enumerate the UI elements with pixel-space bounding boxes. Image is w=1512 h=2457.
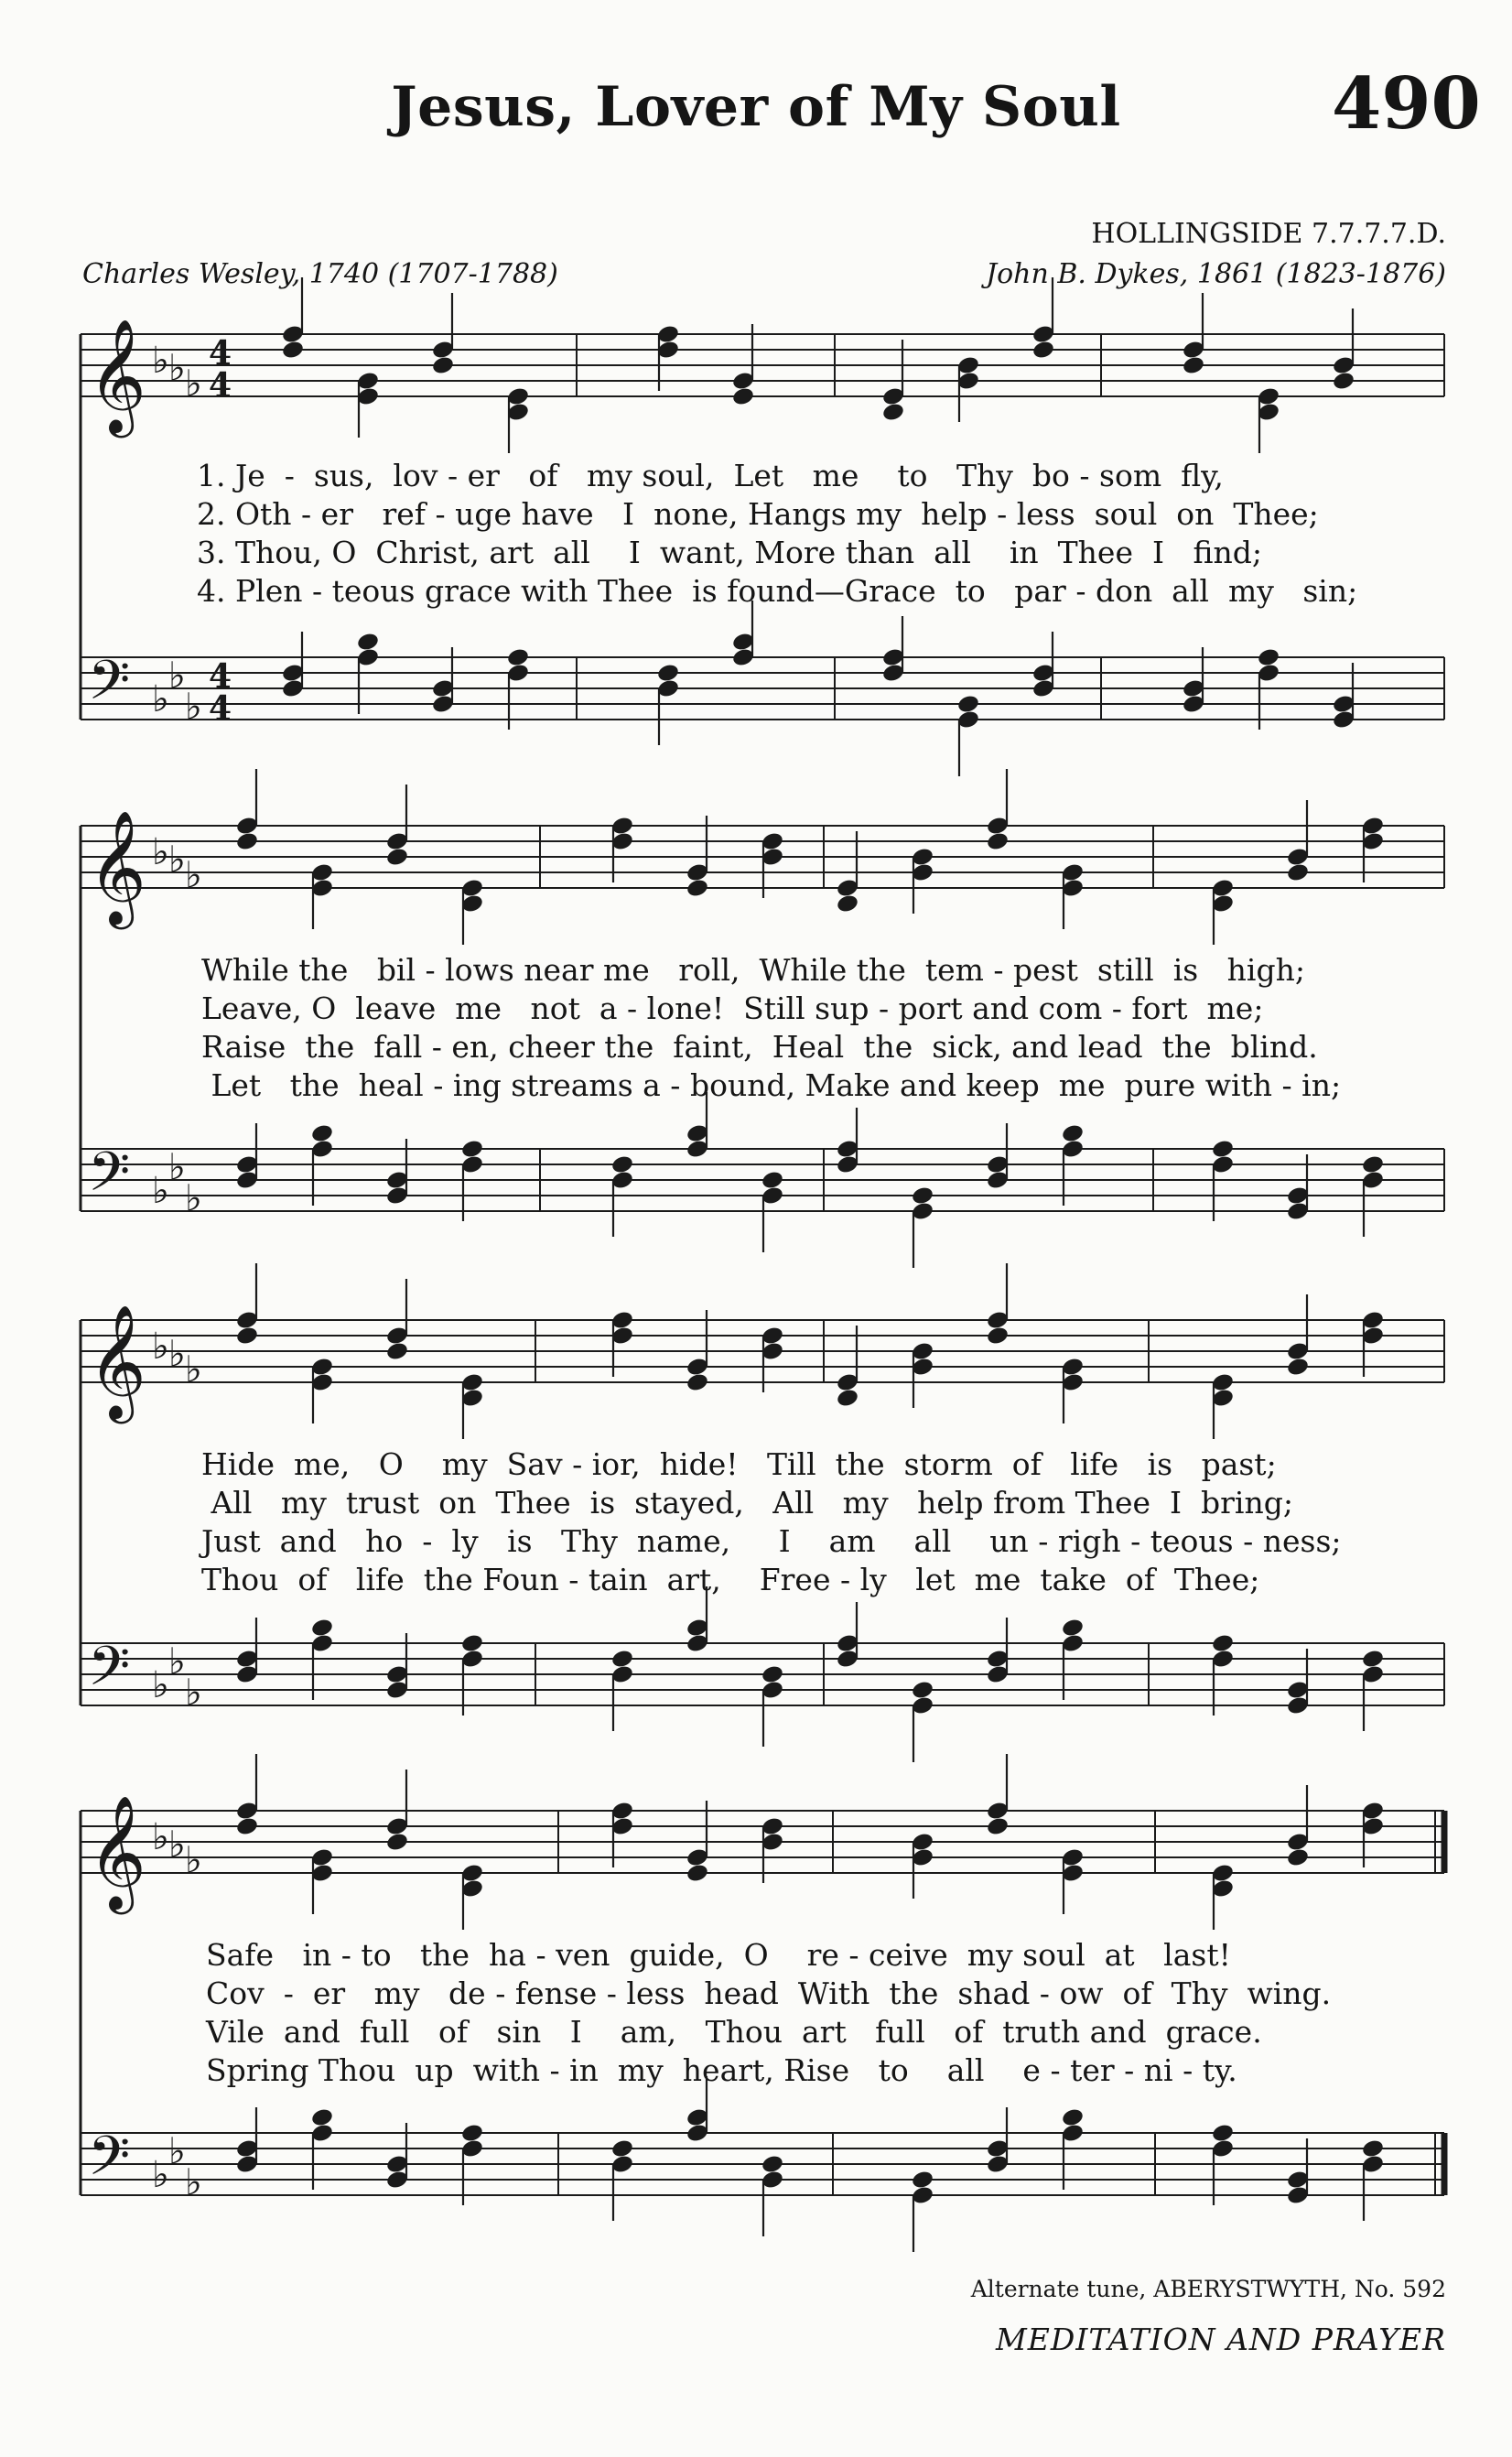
note-head <box>310 1618 334 1639</box>
lyric-line: Cov - er my de - fense - less head With the shad - ow of Thy wing. <box>206 1975 1332 2011</box>
note-head <box>385 847 409 868</box>
note-head <box>911 2170 934 2191</box>
bass-clef-icon: 𝄢 <box>88 1634 131 1711</box>
note-head <box>836 1388 859 1409</box>
note-head <box>235 1816 259 1837</box>
flat-icon: ♭ <box>168 1640 186 1683</box>
flat-icon: ♭ <box>185 2161 202 2204</box>
note-head <box>460 1633 484 1654</box>
flat-icon: ♭ <box>152 831 169 873</box>
author-credit: Charles Wesley, 1740 (1707-1788) <box>82 258 558 290</box>
lyric-line: Leave, O leave me not a - lone! Still sup - port and com - fort me; <box>201 990 1264 1026</box>
lyric-line: Raise the fall - en, cheer the faint, Heal the sick, and lead the blind. <box>201 1029 1318 1065</box>
hymn-number: 490 <box>1332 62 1481 146</box>
lyric-line: 2. Oth - er ref - uge have I none, Hangs my help - less soul on Thee; <box>197 496 1319 532</box>
tune-name: HOLLINGSIDE 7.7.7.7.D. <box>1091 218 1446 250</box>
note-head <box>986 1326 1010 1347</box>
note-head <box>610 2138 634 2159</box>
note-head <box>1211 1139 1235 1160</box>
lyric-line: Just and ho - ly is Thy name, I am all un - righ - teous - ness; <box>201 1523 1342 1559</box>
note-head <box>1286 1357 1310 1378</box>
note-head <box>1361 1649 1385 1670</box>
note-head <box>1286 862 1310 883</box>
flat-icon: ♭ <box>185 363 202 406</box>
flat-icon: ♭ <box>152 340 169 382</box>
note-head <box>356 632 380 653</box>
lyric-line: Vile and full of sin I am, Thou art full of truth and grace. <box>206 2014 1262 2050</box>
flat-icon: ♭ <box>168 1824 186 1867</box>
note-head <box>956 694 980 715</box>
lyric-line: 1. Je - sus, lov - er of my soul, Let me to Thy bo - som fly, <box>197 458 1224 493</box>
note-head <box>686 1372 709 1393</box>
note-head <box>1031 340 1055 361</box>
note-head <box>656 663 680 684</box>
note-head <box>610 1649 634 1670</box>
note-head <box>610 1154 634 1175</box>
note-head <box>235 831 259 852</box>
note-head <box>1332 371 1355 392</box>
note-head <box>235 1326 259 1347</box>
time-signature: 4 <box>209 657 232 696</box>
flat-icon: ♭ <box>168 347 186 390</box>
note-head <box>281 340 305 361</box>
note-head <box>761 1170 784 1191</box>
bass-clef-icon: 𝄢 <box>88 648 131 725</box>
note-head <box>686 1863 709 1884</box>
flat-icon: ♭ <box>152 1664 169 1706</box>
topic-heading: MEDITATION AND PRAYER <box>996 2322 1446 2357</box>
note-head <box>1361 2138 1385 2159</box>
treble-clef-icon: 𝄞 <box>88 1304 146 1419</box>
note-head <box>986 831 1010 852</box>
flat-icon: ♭ <box>185 1839 202 1882</box>
lyric-line: Thou of life the Foun - tain art, Free - ly let me take of Thee; <box>201 1562 1260 1597</box>
note-head <box>731 386 755 407</box>
bass-clef-icon: 𝄢 <box>88 2124 131 2201</box>
treble-clef-icon: 𝄞 <box>88 1795 146 1910</box>
note-head <box>911 1680 934 1701</box>
note-head <box>506 647 530 668</box>
note-head <box>1182 355 1205 376</box>
flat-icon: ♭ <box>185 1177 202 1220</box>
lyric-line: 4. Plen - teous grace with Thee is found—Grace to par - don all my sin; <box>197 573 1358 609</box>
treble-clef-icon: 𝄞 <box>88 319 146 433</box>
lyric-line: All my trust on Thee is stayed, All my help from Thee I bring; <box>201 1485 1293 1521</box>
time-signature: 4 <box>209 334 232 373</box>
flat-icon: ♭ <box>168 1146 186 1189</box>
note-head <box>1211 1633 1235 1654</box>
treble-clef-icon: 𝄞 <box>88 810 146 925</box>
note-head <box>761 1664 784 1685</box>
lyric-line: Spring Thou up with - in my heart, Rise to all e - ter - ni - ty. <box>206 2052 1237 2088</box>
flat-icon: ♭ <box>152 1816 169 1858</box>
note-head <box>1257 647 1280 668</box>
flat-icon: ♭ <box>185 1348 202 1391</box>
note-head <box>310 2107 334 2128</box>
hymn-title: Jesus, Lover of My Soul <box>391 75 1121 139</box>
note-head <box>1061 1618 1085 1639</box>
note-head <box>686 878 709 899</box>
note-head <box>460 1139 484 1160</box>
flat-icon: ♭ <box>168 2130 186 2173</box>
flat-icon: ♭ <box>152 678 169 720</box>
note-head <box>1211 2123 1235 2144</box>
flat-icon: ♭ <box>152 2154 169 2196</box>
flat-icon: ♭ <box>152 1326 169 1368</box>
lyric-line: While the bil - lows near me roll, While the tem - pest still is high; <box>201 952 1305 988</box>
note-head <box>1061 1123 1085 1144</box>
note-head <box>761 2154 784 2175</box>
note-head <box>881 402 905 423</box>
note-head <box>986 1816 1010 1837</box>
lyric-line: Let the heal - ing streams a - bound, Make and keep me pure with - in; <box>201 1067 1342 1103</box>
note-head <box>1361 1154 1385 1175</box>
time-signature: 4 <box>209 689 232 728</box>
note-head <box>460 2123 484 2144</box>
composer-credit: John B. Dykes, 1861 (1823-1876) <box>986 258 1446 290</box>
flat-icon: ♭ <box>168 655 186 698</box>
note-head <box>1286 1847 1310 1868</box>
note-head <box>431 355 455 376</box>
lyric-line: Safe in - to the ha - ven guide, O re - ceive my soul at last! <box>206 1937 1231 1973</box>
flat-icon: ♭ <box>168 839 186 882</box>
time-signature: 4 <box>209 366 232 405</box>
note-head <box>385 1832 409 1853</box>
flat-icon: ♭ <box>185 1672 202 1715</box>
flat-icon: ♭ <box>185 686 202 729</box>
lyric-line: Hide me, O my Sav - ior, hide! Till the storm of life is past; <box>201 1446 1277 1482</box>
bass-clef-icon: 𝄢 <box>88 1140 131 1217</box>
flat-icon: ♭ <box>168 1333 186 1376</box>
note-head <box>1061 2107 1085 2128</box>
note-head <box>310 1123 334 1144</box>
note-head <box>836 893 859 915</box>
flat-icon: ♭ <box>185 854 202 897</box>
lyric-line: 3. Thou, O Christ, art all I want, More than all in Thee I find; <box>197 535 1262 570</box>
note-head <box>385 1341 409 1362</box>
alternate-tune-note: Alternate tune, ABERYSTWYTH, No. 592 <box>970 2276 1446 2302</box>
note-head <box>911 1185 934 1207</box>
flat-icon: ♭ <box>152 1170 169 1212</box>
